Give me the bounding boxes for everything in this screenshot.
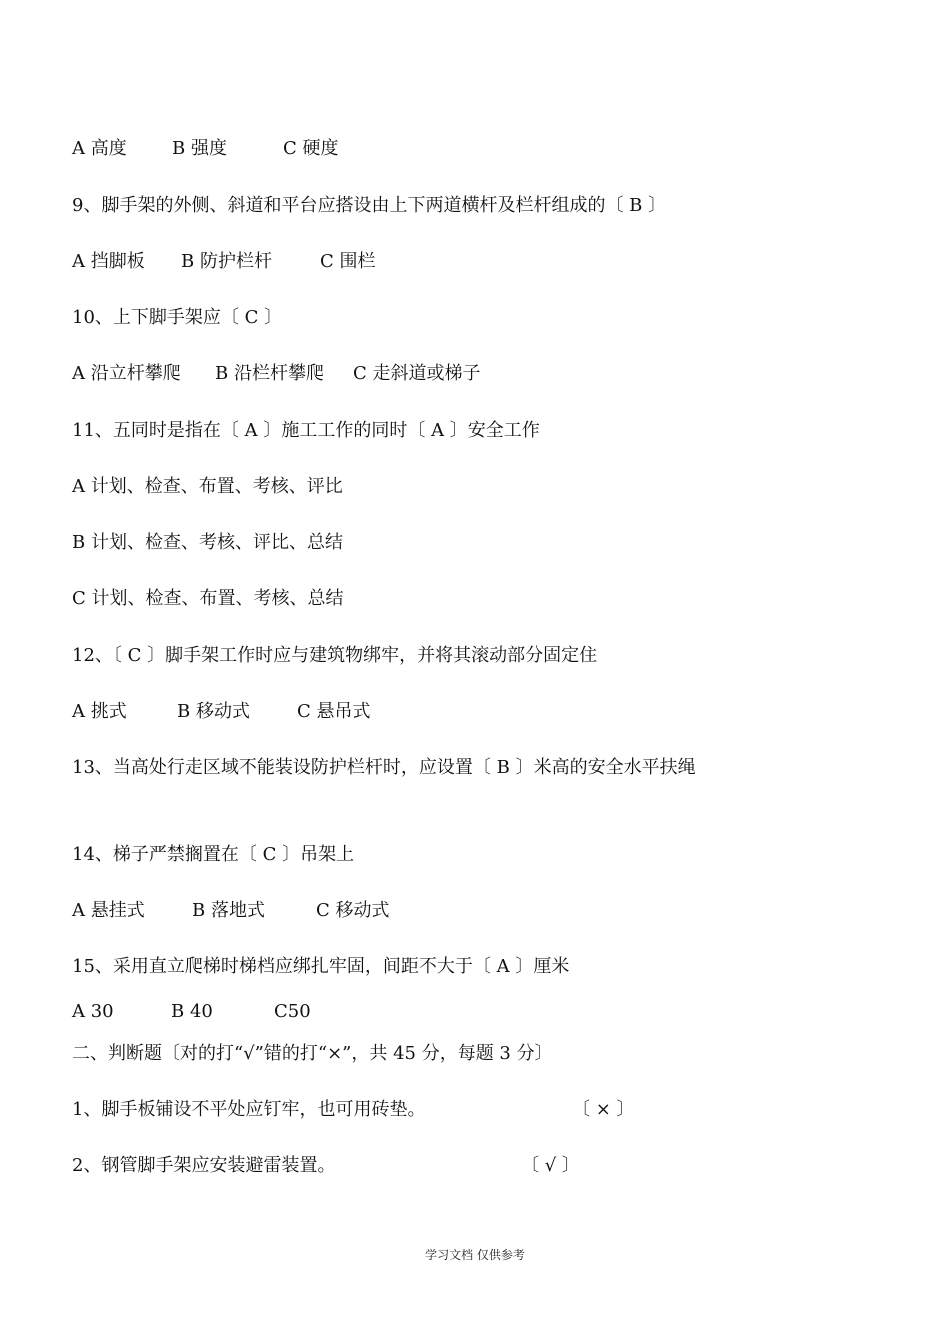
q11-option-b: B 计划、检查、考核、评比、总结 xyxy=(72,532,343,553)
q8-option-b: B 强度 xyxy=(172,138,227,159)
q15-option-b: B 40 xyxy=(171,1001,213,1022)
q8-option-a: A 高度 xyxy=(72,138,127,159)
judge-item-2-answer: 〔 √ 〕 xyxy=(521,1155,580,1176)
q11-option-c: C 计划、检查、布置、考核、总结 xyxy=(72,588,344,609)
q12-stem: 12、〔 C 〕脚手架工作时应与建筑物绑牢，并将其滚动部分固定住 xyxy=(72,645,598,666)
q15-option-c: C50 xyxy=(274,1001,311,1022)
q9-option-c: C 围栏 xyxy=(320,251,376,272)
q14-option-c: C 移动式 xyxy=(316,900,390,921)
q9-stem: 9、脚手架的外侧、斜道和平台应搭设由上下两道横杆及栏杆组成的〔 B 〕 xyxy=(72,195,667,216)
q9-option-b: B 防护栏杆 xyxy=(181,251,272,272)
q9-option-a: A 挡脚板 xyxy=(72,251,145,272)
q10-option-c: C 走斜道或梯子 xyxy=(353,363,481,384)
q10-option-a: A 沿立杆攀爬 xyxy=(72,363,181,384)
q8-option-c: C 硬度 xyxy=(283,138,339,159)
judge-item-2-text: 2、钢管脚手架应安装避雷装置。 xyxy=(72,1155,336,1176)
q12-option-a: A 挑式 xyxy=(72,701,127,722)
q12-option-c: C 悬吊式 xyxy=(297,701,371,722)
judge-item-2 xyxy=(72,1154,580,1226)
judge-item-1-text: 1、脚手板铺设不平处应钉牢，也可用砖垫。 xyxy=(72,1099,426,1120)
q13-stem: 13、当高处行走区域不能装设防护栏杆时，应设置〔 B 〕米高的安全水平扶绳 xyxy=(72,757,696,778)
q8-options-row xyxy=(72,137,339,233)
q11-option-a: A 计划、检查、布置、考核、评比 xyxy=(72,476,343,497)
q14-option-a: A 悬挂式 xyxy=(72,900,145,921)
q12-options-row xyxy=(72,700,371,796)
q14-stem: 14、梯子严禁搁置在〔 C 〕吊架上 xyxy=(72,844,355,865)
section2-title: 二、判断题〔对的打“√”错的打“×”，共 45 分，每题 3 分〕 xyxy=(72,1043,553,1064)
q12-option-b: B 移动式 xyxy=(177,701,250,722)
q15-stem: 15、采用直立爬梯时梯档应绑扎牢固，间距不大于〔 A 〕厘米 xyxy=(72,956,570,977)
judge-item-1-answer: 〔 × 〕 xyxy=(572,1099,635,1120)
q11-stem: 11、五同时是指在〔 A 〕施工工作的同时〔 A 〕安全工作 xyxy=(72,420,540,441)
q10-stem: 10、上下脚手架应〔 C 〕 xyxy=(72,307,283,328)
q14-option-b: B 落地式 xyxy=(192,900,265,921)
q10-option-b: B 沿栏杆攀爬 xyxy=(215,363,324,384)
page-footer: 学习文档 仅供参考 xyxy=(425,1248,525,1262)
q15-option-a: A 30 xyxy=(72,1001,114,1022)
